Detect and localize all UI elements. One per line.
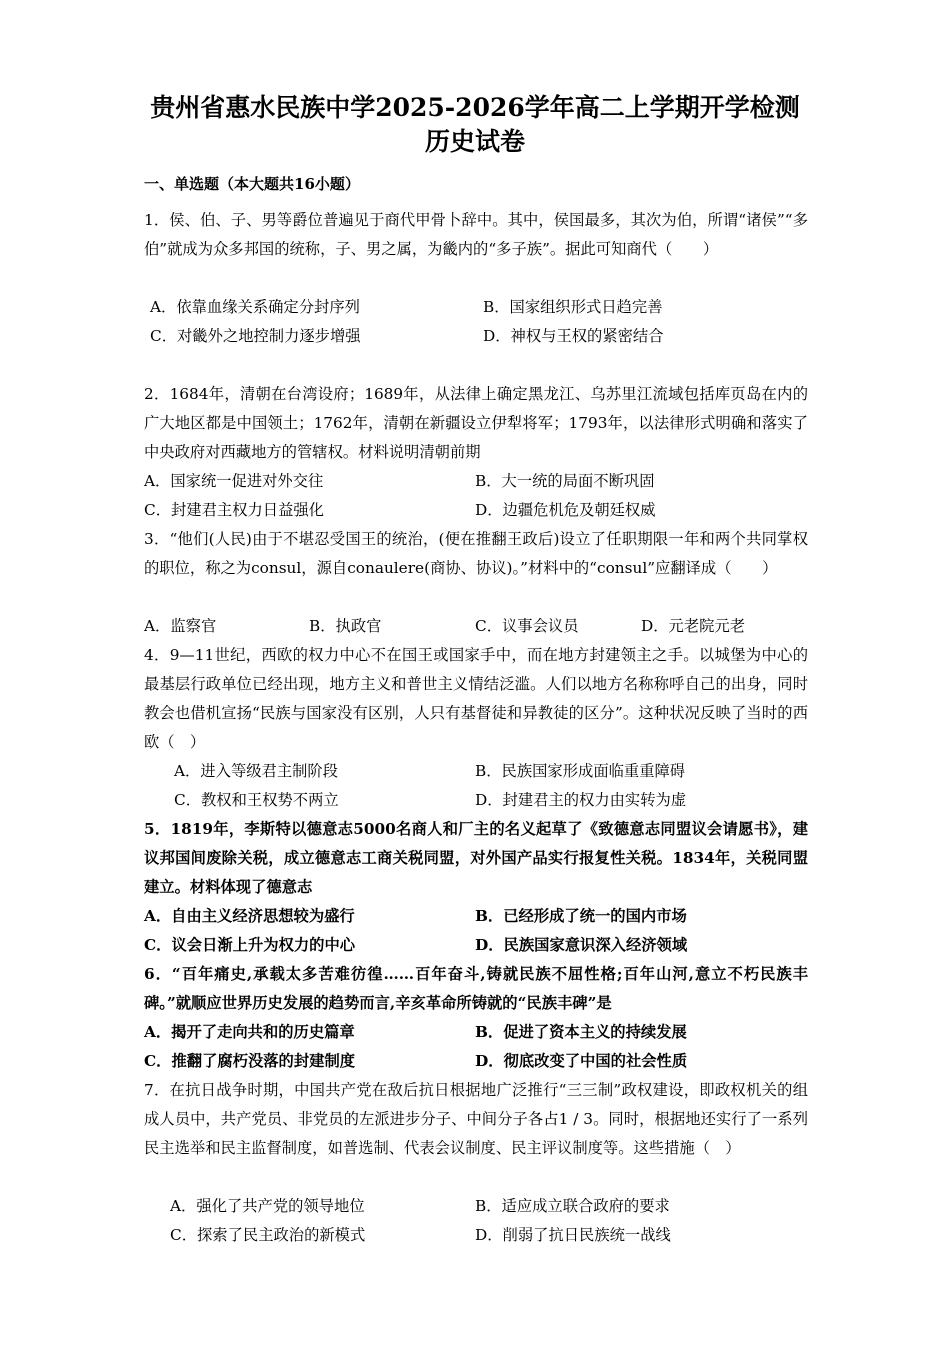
- question-2-option-d[interactable]: D．边疆危机危及朝廷权威: [475, 501, 656, 519]
- question-3-option-d[interactable]: D．元老院元老: [641, 617, 746, 635]
- question-4-option-a[interactable]: A．进入等级君主制阶段: [174, 762, 339, 780]
- question-6-options: [144, 1018, 808, 1076]
- question-7-option-a[interactable]: A．强化了共产党的领导地位: [170, 1197, 365, 1215]
- question-1-option-a[interactable]: A．依靠血缘关系确定分封序列: [150, 298, 360, 316]
- question-3-options: [144, 612, 808, 641]
- question-4-stem: 4．9—11世纪，西欧的权力中心不在国王或国家手中，而在地方封建领主之手。以城堡为中心的最基层行政单位已经出现，地方主义和普世主义情结泛滥。人们以地方名称称呼自己的出身，同时教会也借机宣扬“民族与国家没有区别，人只有基督徒和异教徒的区分”。这种状况反映了当时的西欧（ ）: [144, 646, 808, 751]
- question-5-option-b[interactable]: B．已经形成了统一的国内市场: [475, 907, 687, 925]
- question-1-options: [150, 293, 810, 351]
- question-5-stem: 5．1819年，李斯特以德意志5000名商人和厂主的名义起草了《致德意志同盟议会请愿书》，建议邦国间废除关税，成立德意志工商关税同盟，对外国产品实行报复性关税。1834年，关税同盟建立。材料体现了德意志: [144, 820, 808, 896]
- question-5-options: [144, 902, 808, 960]
- question-1-stem: 1．侯、伯、子、男等爵位普遍见于商代甲骨卜辞中。其中，侯国最多，其次为伯，所谓“诸侯”“多伯”就成为众多邦国的统称，子、男之属，为畿内的“多子族”。据此可知商代（ ）: [144, 211, 808, 258]
- exam-title-line1: 贵州省惠水民族中学2025-2026学年高二上学期开学检测: [150, 93, 800, 122]
- question-7-options: [170, 1192, 808, 1250]
- question-4-options: [174, 757, 808, 815]
- question-5-option-c[interactable]: C．议会日渐上升为权力的中心: [144, 936, 356, 954]
- question-6-option-a[interactable]: A．揭开了走向共和的历史篇章: [144, 1023, 355, 1041]
- exam-title-line2: 历史试卷: [424, 127, 525, 156]
- question-1-option-d[interactable]: D．神权与王权的紧密结合: [483, 327, 664, 345]
- question-7-option-b[interactable]: B．适应成立联合政府的要求: [475, 1197, 670, 1215]
- question-7-stem: 7．在抗日战争时期，中国共产党在敌后抗日根据地广泛推行“三三制”政权建设，即政权机关的组成人员中，共产党员、非党员的左派进步分子、中间分子各占1 / 3。同时，根据地还实行了一系列民主选举和民主监督制度，如普选制、代表会议制度、民主评议制度等。这些措施（ ）: [144, 1081, 808, 1157]
- question-2-stem: 2．1684年，清朝在台湾设府；1689年，从法律上确定黑龙江、乌苏里江流域包括库页岛在内的广大地区都是中国领土；1762年，清朝在新疆设立伊犁将军；1793年，以法律形式明确和落实了中央政府对西藏地方的管辖权。材料说明清朝前期: [144, 385, 808, 461]
- question-2-option-b[interactable]: B．大一统的局面不断巩固: [475, 472, 655, 490]
- question-3-option-a[interactable]: A．监察官: [144, 617, 217, 635]
- question-2-option-a[interactable]: A．国家统一促进对外交往: [144, 472, 324, 490]
- question-7-option-c[interactable]: C．探索了民主政治的新模式: [170, 1226, 366, 1244]
- question-7-option-d[interactable]: D．削弱了抗日民族统一战线: [475, 1226, 671, 1244]
- question-4-option-d[interactable]: D．封建君主的权力由实转为虚: [475, 791, 687, 809]
- section-heading: 一、单选题（本大题共16小题）: [144, 175, 360, 193]
- question-6-stem: 6．“百年痛史,承载太多苦难彷徨……百年奋斗,铸就民族不屈性格;百年山河,意立不朽民族丰碑。”就顺应世界历史发展的趋势而言,辛亥革命所铸就的“民族丰碑”是: [144, 965, 808, 1012]
- question-2-options: [144, 467, 808, 525]
- question-1-option-c[interactable]: C．对畿外之地控制力逐步增强: [150, 327, 361, 345]
- question-6-option-c[interactable]: C．推翻了腐朽没落的封建制度: [144, 1052, 356, 1070]
- question-5-option-a[interactable]: A．自由主义经济思想较为盛行: [144, 907, 355, 925]
- question-6-option-d[interactable]: D．彻底改变了中国的社会性质: [475, 1052, 688, 1070]
- question-2-option-c[interactable]: C．封建君主权力日益强化: [144, 501, 324, 519]
- question-4-option-b[interactable]: B．民族国家形成面临重重障碍: [475, 762, 686, 780]
- question-3-option-c[interactable]: C．议事会议员: [475, 617, 579, 635]
- question-6-option-b[interactable]: B．促进了资本主义的持续发展: [475, 1023, 687, 1041]
- question-4-option-c[interactable]: C．教权和王权势不两立: [174, 791, 339, 809]
- question-1-option-b[interactable]: B．国家组织形式日趋完善: [483, 298, 663, 316]
- question-5-option-d[interactable]: D．民族国家意识深入经济领域: [475, 936, 688, 954]
- question-3-option-b[interactable]: B．执政官: [309, 617, 382, 635]
- question-3-stem: 3．“他们(人民)由于不堪忍受国王的统治，(便在推翻王政后)设立了任职期限一年和两个共同掌权的职位，称之为consul，源自conaulere(商协、协议)。”材料中的“consul”应翻译成（ ）: [144, 530, 808, 577]
